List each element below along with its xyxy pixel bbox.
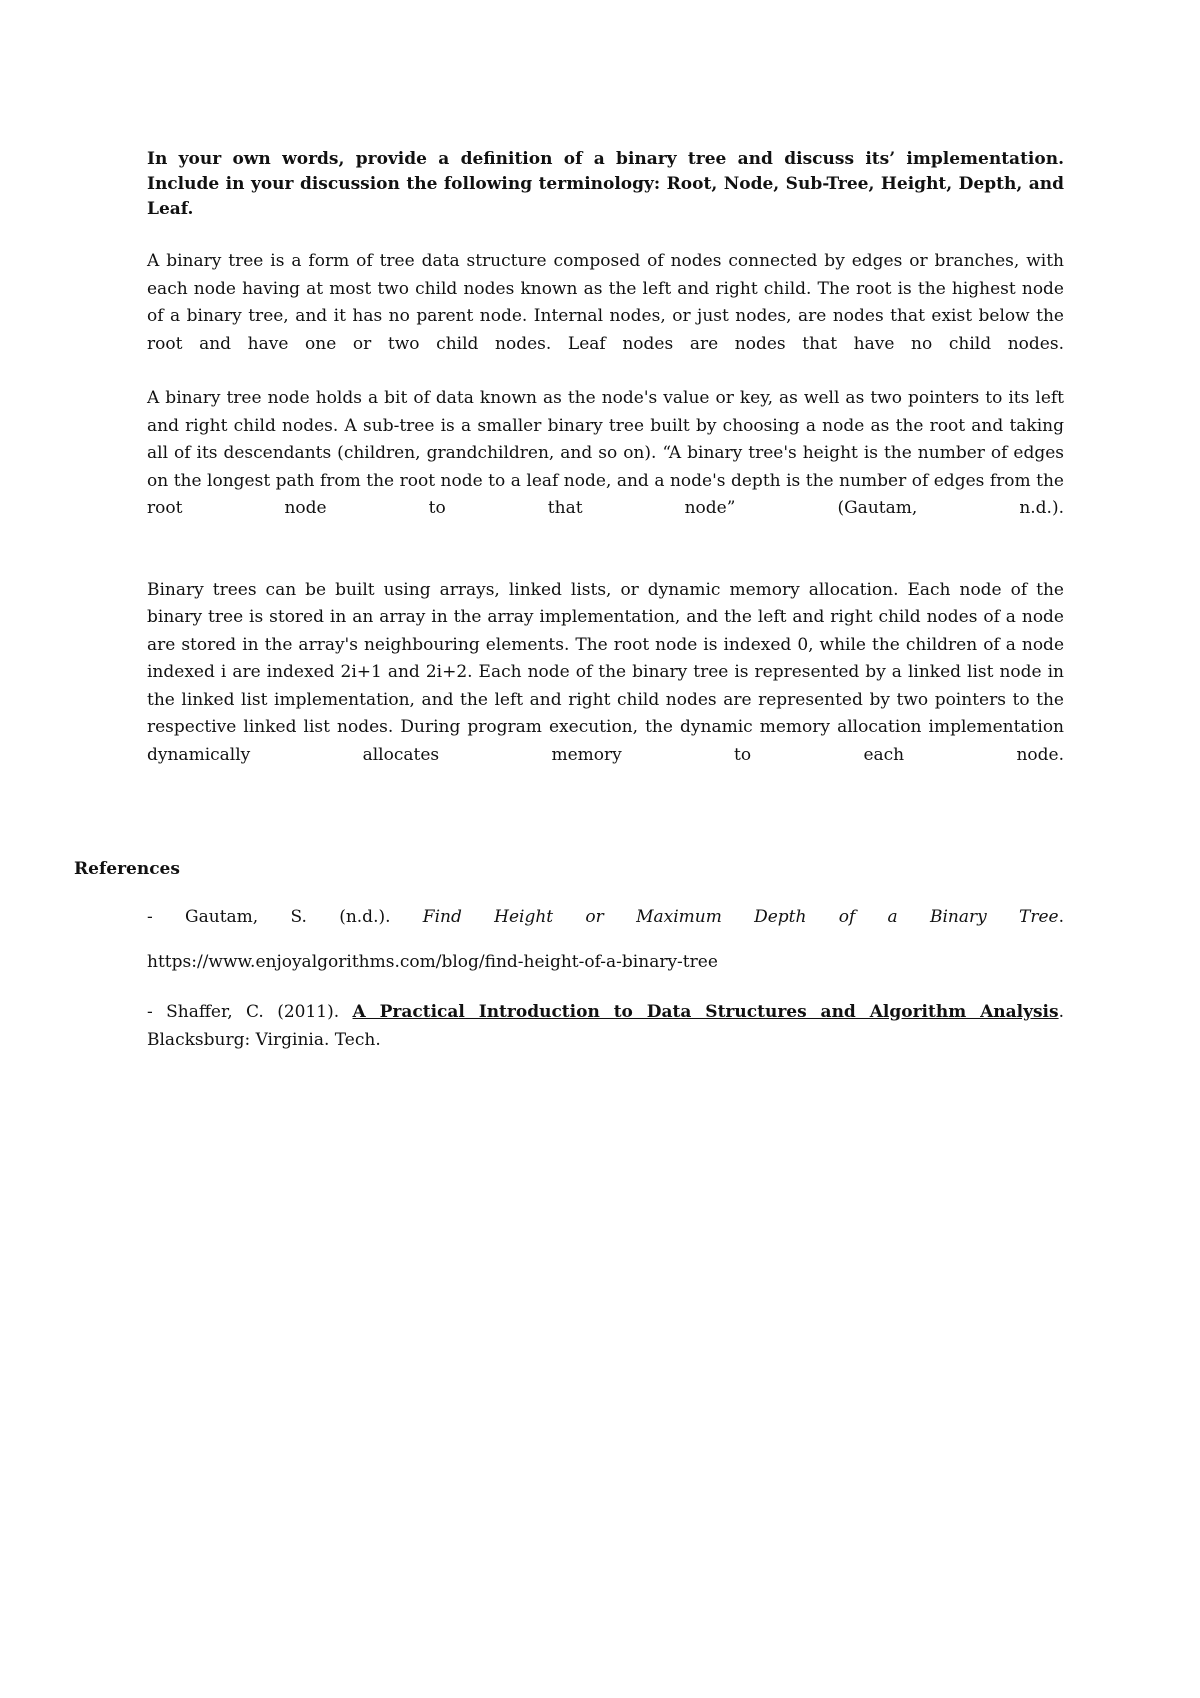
reference-shaffer-period: . [1058, 1002, 1064, 1022]
references-list [147, 904, 1064, 1054]
paragraph-node-terms: A binary tree node holds a bit of data known as the node's value or key, as well as two pointers to its left and right child nodes. A sub-tree is a smaller binary tree built by choosing a node as the root and taking all of its descendants (children, grandchildren, and so on). “A binary tree's height is the number of edges on the longest path from the root node to a leaf node, and a node's depth is the number of edges from the root node to that node” (Gautam, n.d.). [147, 388, 1064, 518]
paragraph-definition: A binary tree is a form of tree data structure composed of nodes connected by edges or branches, with each node having at most two child nodes known as the left and right child. The root is the highest node of a binary tree, and it has no parent node. Internal nodes, or just nodes, are nodes that exist below the root and have one or two child nodes. Leaf nodes are nodes that have no child nodes. [147, 251, 1064, 354]
reference-shaffer-line1 [147, 998, 1064, 1026]
reference-gautam-period: . [1058, 907, 1064, 927]
reference-shaffer-author: - Shaffer, C. (2011). [147, 1002, 353, 1022]
reference-shaffer-title: A Practical Introduction to Data Structures and Algorithm Analysis [352, 1002, 1059, 1022]
reference-gautam-title: Find Height or Maximum Depth of a Binary Tree [422, 907, 1059, 927]
references-heading: References [74, 859, 180, 879]
paragraph-implementation: Binary trees can be built using arrays, linked lists, or dynamic memory allocation. Each node of the binary tree is stored in an array in the array implementation, and the left and right child nodes of a node are stored in the array's neighbouring elements. The root node is indexed 0, while the children of a node indexed i are indexed 2i+1 and 2i+2. Each node of the binary tree is represented by a linked list node in the linked list implementation, and the left and right child nodes are represented by two pointers to the respective linked list nodes. During program execution, the dynamic memory allocation implementation dynamically allocates memory to each node. [147, 579, 1064, 765]
reference-gautam [147, 904, 1064, 931]
reference-gautam-author: - Gautam, S. (n.d.). [147, 907, 423, 927]
document-body [147, 147, 1064, 769]
reference-shaffer [147, 998, 1064, 1054]
reference-shaffer-publisher: Blacksburg: Virginia. Tech. [147, 1030, 381, 1050]
question-heading: In your own words, provide a definition of a binary tree and discuss its’ implementation. Include in your discussion the following terminology: Root, Node, Sub-Tree, Height, Depth, and Leaf. [147, 149, 1064, 219]
reference-gautam-url: https://www.enjoyalgorithms.com/blog/find-height-of-a-binary-tree [147, 952, 718, 972]
